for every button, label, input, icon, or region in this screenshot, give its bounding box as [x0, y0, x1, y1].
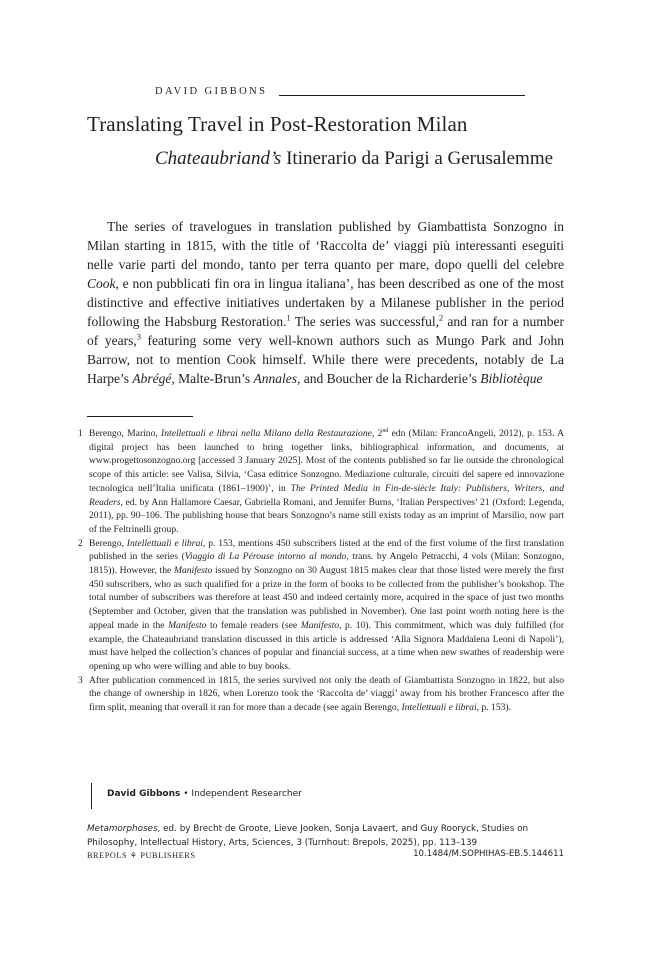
book-citation	[87, 822, 567, 850]
separator: •	[180, 789, 192, 799]
text-run: , trans. by Angelo Petracchi, 4 vols (Milan: Sonzogno, 1815)). However, the	[89, 551, 564, 577]
text-run: and ran for a number of years,	[87, 314, 564, 348]
text-run: The series of travelogues in translation published by Giambattista Sonzogno in Milan starting in 1815, with the title of ‘Raccolta de’ viaggi più interessanti eseguiti nelle varie parti del mondo, tanto per terra quanto per mare, dopo quelli del celebre	[87, 219, 564, 272]
running-author: DAVID GIBBONS	[155, 86, 268, 97]
text-run: Berengo,	[89, 537, 127, 549]
footnote-2	[78, 537, 564, 674]
paragraph	[87, 217, 564, 388]
text-run-italic: Manifesto	[168, 619, 207, 631]
citation-details: , ed. by Brecht de Groote, Lieve Jooken, Sonja Lavaert, and Guy Rooryck, Studies on Philosophy, Intellectual History, Arts, Sciences, 3 (Turnhout: Brepols, 2025), pp. 113–139	[87, 824, 529, 848]
article-title: Translating Travel in Post-Restoration Milan	[87, 112, 468, 136]
text-run-italic: Bibliotèque	[480, 371, 543, 386]
text-run: , p. 10). This commitment, which was duly fulfilled (for example, the Chateaubriand translation discussed in this article is addressed ‘Alla Signora Maddalena Leoni di Napoli’), must have helped the collection’s chances of popular and financial success, at a time when new swathes of readership were opening up who were willing and able to buy books.	[89, 619, 564, 672]
text-run: Berengo, Marino,	[89, 428, 162, 439]
text-run: edn (Milan: FrancoAngeli, 2012), p. 153. A digital project has been launched to bring together links, bibliographical information, and documents, at www.progettosonzogno.org [accessed 3 January 2025]. Most of the contents published so far lie outside the chronological scope of this article: see Valisa, Silvia, ‘Casa editrice Sonzogno. Mediazione culturale, circuiti del sapere ed innovazione tecnologica nell’Italia unificata (1861–1900)’, in	[89, 428, 564, 494]
footnote-ref-3[interactable]: 3	[136, 332, 141, 342]
text-run-italic: Viaggio di La Pérouse intorno al mondo	[184, 551, 347, 563]
footnotes	[78, 427, 564, 715]
text-run-italic: The Printed Media in Fin-de-siècle Italy: Publishers, Writers, and Readers	[89, 482, 564, 508]
footnote-number: 1	[78, 428, 83, 439]
text-run: , p. 153).	[476, 702, 511, 714]
superscript: nd	[382, 427, 389, 434]
article-subtitle	[155, 148, 553, 170]
author-name: David Gibbons	[107, 789, 181, 799]
footnote-number: 2	[78, 537, 83, 549]
text-run: issued by Sonzogno on 30 August 1815 makes clear that those listed were merely the first 450 subscribers, who as such qualified for a prize in the form of books to be collected from the publisher’s bookshop. The total number of subscribers was therefore at least 450 and indeed certainly more, acquired in the space of just two months (September and October, given that the translation was published in November). One last point worth noting here is the appeal made in the	[89, 565, 564, 631]
text-run-italic: Cook	[87, 276, 116, 291]
publisher-logo: BREPOLS ⚘ PUBLISHERS	[87, 851, 196, 860]
text-run-italic: Intellettuali e librai nella Milano della Restaurazione	[161, 428, 372, 439]
footnote-ref-2[interactable]: 2	[438, 313, 444, 323]
subtitle-italic: Chateaubriand’s	[155, 148, 282, 169]
footnote-number: 3	[78, 674, 83, 686]
book-title: Metamorphoses	[87, 824, 158, 834]
text-run: , Malte-Brun’s	[171, 371, 254, 386]
text-run: featuring some very well-known authors such as Mungo Park and John Barrow, not to mention Cook himself. While there were precedents, notably de La Harpe’s	[87, 333, 564, 386]
text-run: The series was successful,	[290, 314, 439, 329]
author-role: Independent Researcher	[191, 789, 302, 799]
text-run-italic: Intellettuali e librai	[401, 702, 477, 714]
author-affiliation	[107, 789, 302, 799]
text-run-italic: Manifesto	[300, 619, 340, 631]
author-rule	[279, 95, 525, 96]
doi-link[interactable]: 10.1484/M.SOPHIHAS-EB.5.144611	[413, 849, 564, 859]
footnote-ref-1[interactable]: 1	[286, 313, 291, 323]
text-run: , e non pubblicati fin ora in lingua italiana’, has been described as one of the most distinctive and effective initiatives undertaken by a Milanese publisher in the period following the Habsburg Restoration.	[87, 276, 564, 329]
text-run: , 2	[371, 428, 383, 439]
text-run: After publication commenced in 1815, the series survived not only the death of Giambattista Sonzogno in 1822, but also the change of ownership in 1826, when Lorenzo took the ‘Raccolta de’ viaggi’ away from his brother Francesco after the firm split, meaning that overall it ran for more than a decade (see again Berengo,	[89, 674, 564, 714]
footnote-1	[78, 427, 564, 537]
text-run: , p. 153, mentions 450 subscribers listed at the end of the first volume of the first translation published in the series (	[89, 537, 564, 563]
text-run-italic: Annales	[253, 371, 297, 386]
affiliation-bar	[91, 783, 92, 809]
text-run-italic: Manifesto	[173, 565, 213, 577]
text-run: , and Boucher de la Richarderie’s	[296, 371, 481, 386]
footnote-rule	[87, 416, 193, 417]
text-run-italic: Intellettuali e librai	[126, 537, 203, 549]
text-run-italic: Abrégé	[132, 371, 172, 386]
text-run: , ed. by Ann Hallamore Caesar, Gabriella Romani, and Jennifer Burns, ‘Italian Perspectives’ 21 (Oxford: Legenda, 2011), pp. 90–106. The publishing house that bears Sonzogno’s name still exists today as an imprint of Marsilio, now part of the Feltrinelli group.	[89, 496, 564, 535]
text-run: to female readers (see	[206, 619, 301, 631]
body-text	[87, 217, 564, 388]
subtitle-rest: Itinerario da Parigi a Gerusalemme	[286, 148, 554, 169]
footnote-3	[78, 674, 564, 715]
